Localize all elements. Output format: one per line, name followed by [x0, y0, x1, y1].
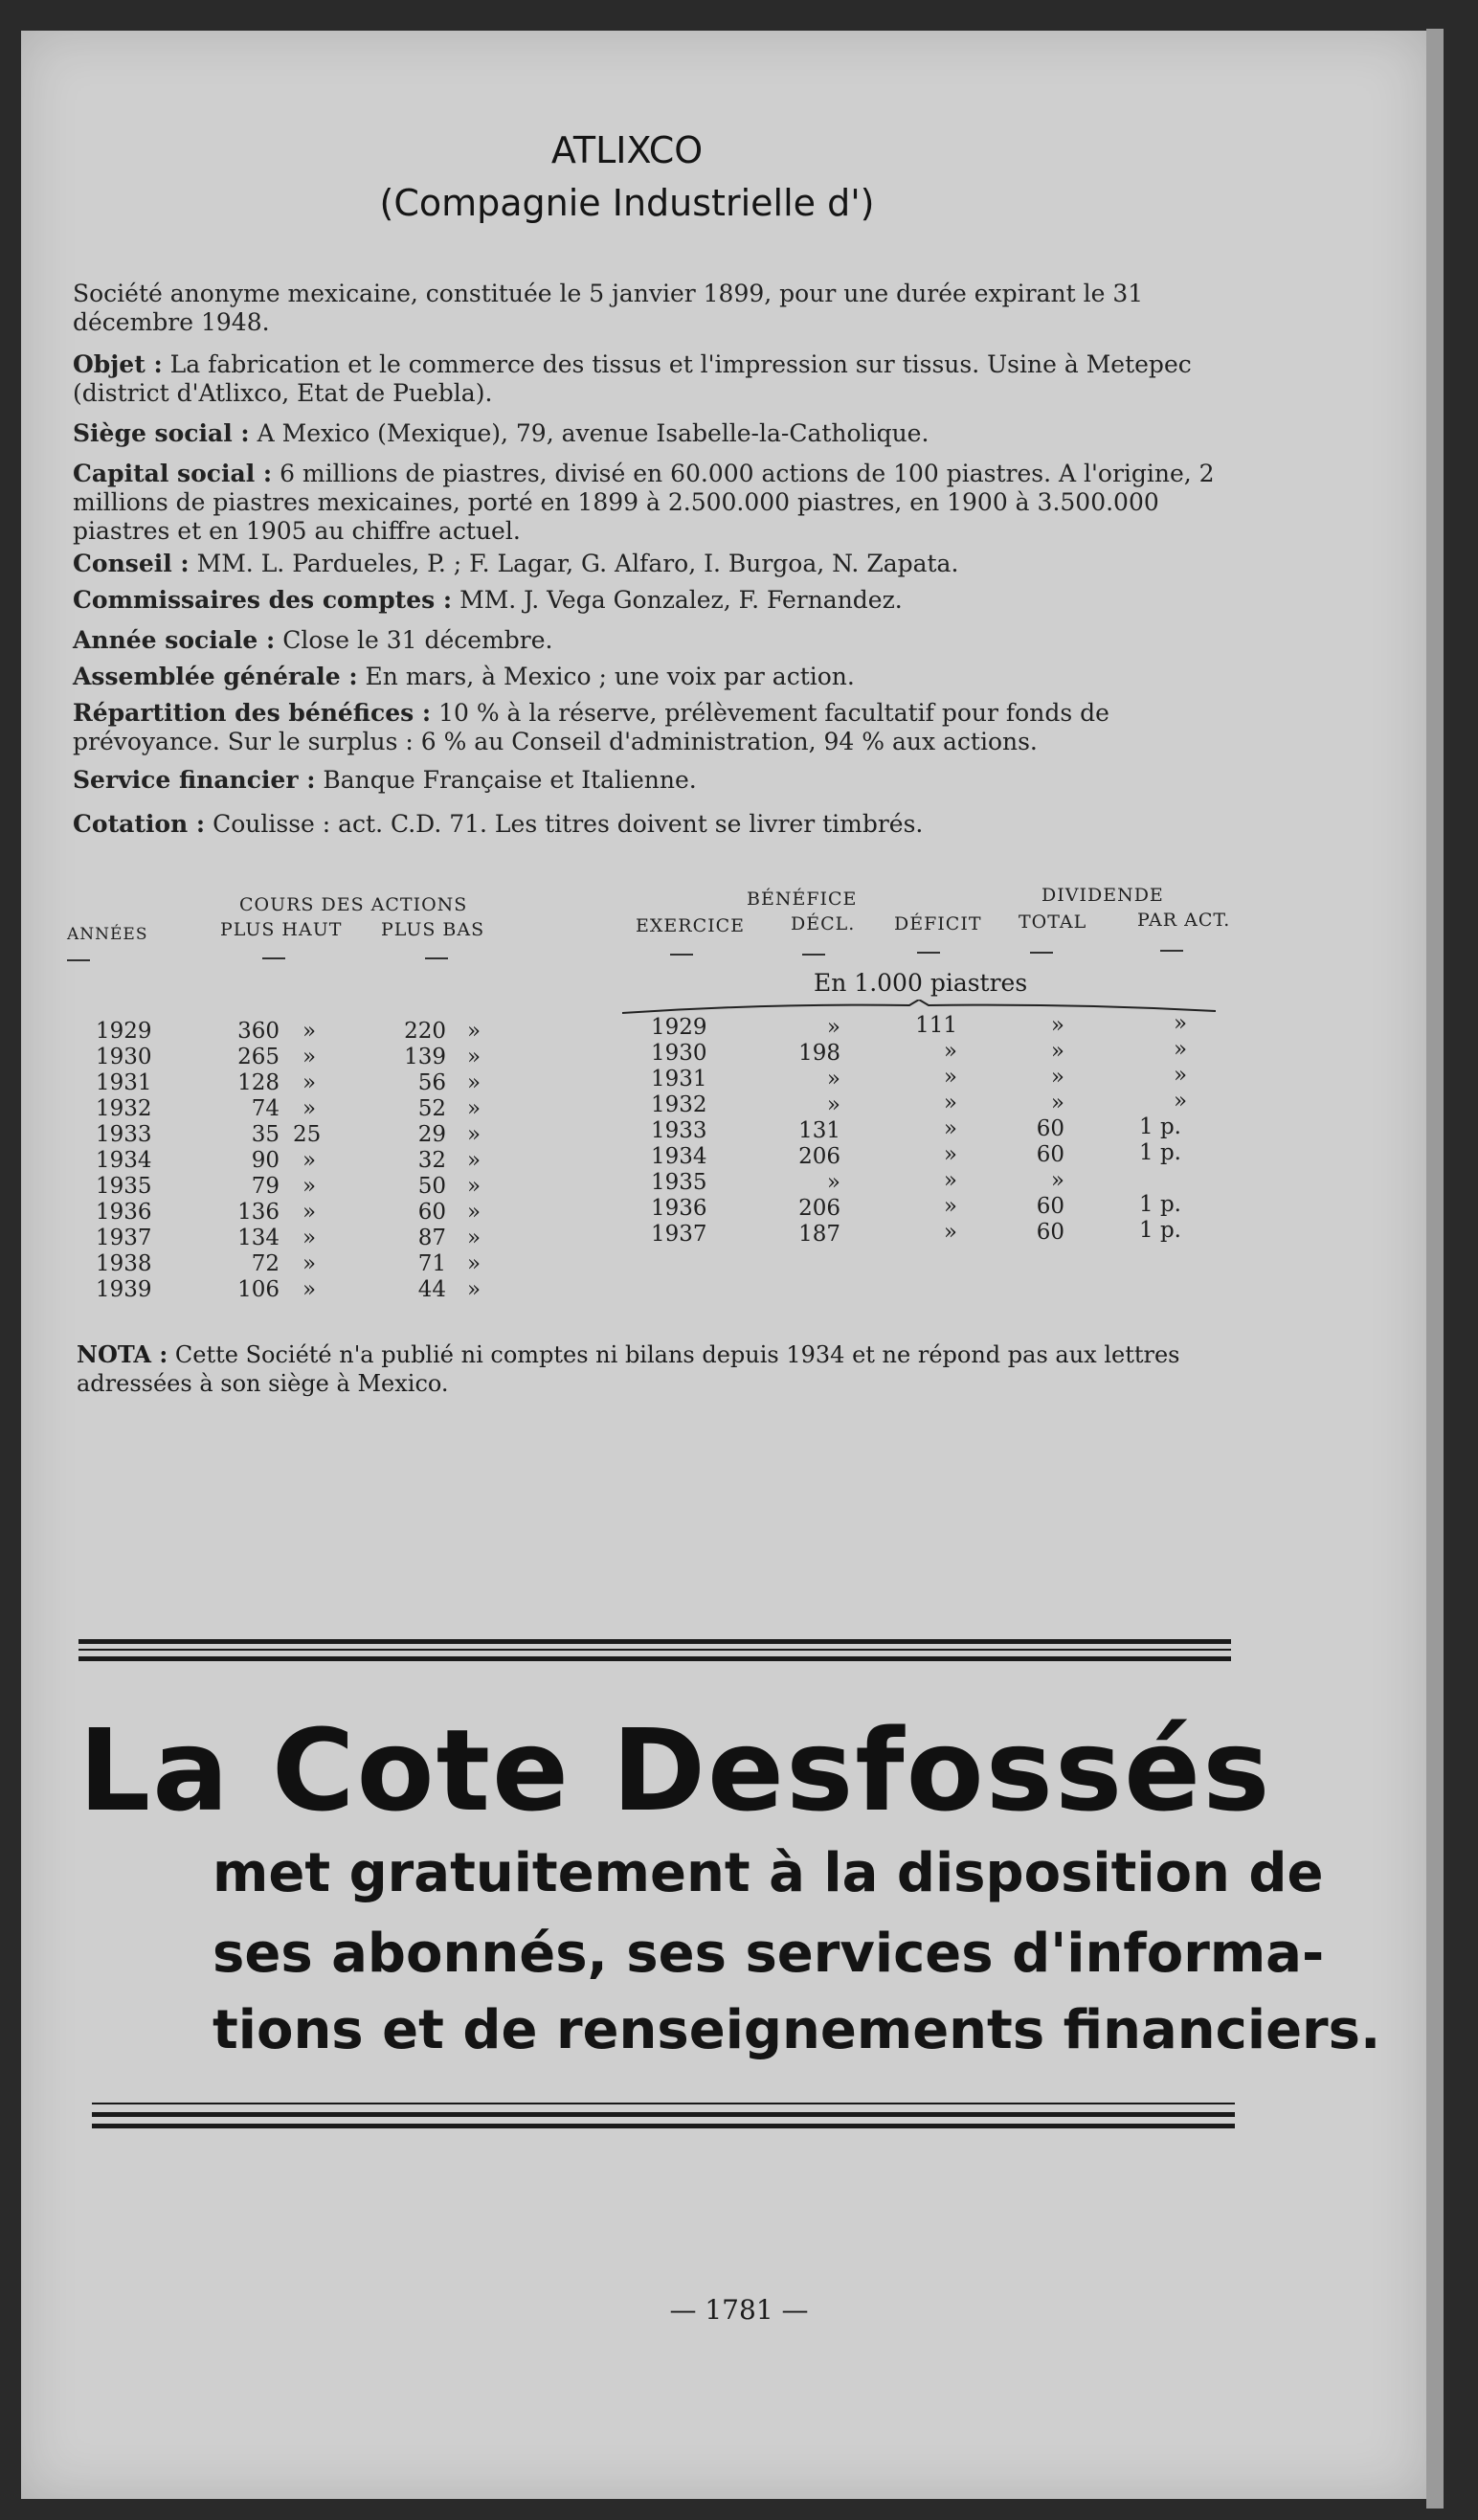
rule-bottom-2 [92, 2112, 1235, 2117]
dash [670, 954, 693, 956]
paragraph-label: Répartition des bénéfices : [73, 699, 432, 727]
cours-haut-frac: » [302, 1277, 317, 1302]
paragraph-cotation [73, 810, 1221, 839]
cours-bas: 56 [417, 1070, 446, 1095]
cours-haut: 35 [251, 1122, 280, 1147]
benefice-deficit: » [943, 1116, 957, 1141]
dividende-group-header: DIVIDENDE [1041, 885, 1164, 906]
cours-bas-frac: » [467, 1174, 481, 1199]
paragraph-intro [73, 280, 1221, 337]
paragraph-text: Close le 31 décembre. [282, 626, 553, 654]
paragraph-siege [73, 419, 1221, 448]
paragraph-annee [73, 626, 1221, 655]
cours-bas: 60 [417, 1200, 446, 1225]
cours-haut-frac: » [302, 1070, 317, 1095]
benefice-group-header: BÉNÉFICE [747, 889, 858, 910]
dash [425, 957, 448, 959]
rule-bottom-3 [92, 2124, 1235, 2128]
benefice-exercice: 1933 [651, 1118, 707, 1143]
cours-bas-frac: » [467, 1277, 481, 1302]
dividende-total: 60 [1036, 1194, 1064, 1219]
benefice-deficit: » [943, 1091, 957, 1115]
cours-bas: 44 [417, 1277, 446, 1302]
paragraph-text: 6 millions de piastres, divisé en 60.000 actions de 100 piastres. A l'origine, 2 millions de piastres mexicaines, porté en 1899 à 2.500.000 piastres, en 1900 à 3.500.000 piastres et en 1905 au chiffre actuel. [73, 460, 1215, 545]
paragraph-label: Siège social : [73, 419, 250, 447]
benefice-exercice: 1936 [651, 1196, 707, 1221]
cours-year: 1931 [96, 1070, 152, 1095]
benefice-decl: » [826, 1067, 840, 1091]
cours-haut: 74 [251, 1096, 280, 1121]
dividende-total: 60 [1036, 1220, 1064, 1245]
cours-year: 1937 [96, 1226, 152, 1250]
dash [67, 959, 90, 961]
paragraph-repartition [73, 699, 1221, 756]
benefice-exercice: 1931 [651, 1067, 707, 1091]
dividende-total: » [1050, 1013, 1064, 1038]
cours-bas: 87 [417, 1226, 446, 1250]
paragraph-service [73, 766, 1221, 795]
col-plus-haut: PLUS HAUT [220, 919, 343, 940]
company-title: ATLIXCO [550, 129, 704, 171]
paragraph-assemblee [73, 663, 1221, 691]
cours-year: 1938 [96, 1251, 152, 1276]
benefice-exercice: 1935 [651, 1170, 707, 1195]
benefice-decl: 131 [798, 1118, 840, 1143]
paragraph-text: Société anonyme mexicaine, constituée le 5 janvier 1899, pour une durée expirant le 31 décembre 1948. [73, 280, 1144, 336]
dividende-par-act: 1 p. [1139, 1192, 1181, 1217]
benefice-decl: » [826, 1092, 840, 1117]
advert-headline: La Cote Desfossés [78, 1704, 1272, 1836]
dash [1160, 950, 1183, 952]
paragraph-text: A Mexico (Mexique), 79, avenue Isabelle-la-Catholique. [257, 419, 929, 447]
cours-haut: 106 [237, 1277, 280, 1302]
cours-haut-frac: 25 [293, 1122, 322, 1147]
paragraph-text: La fabrication et le commerce des tissus et l'impression sur tissus. Usine à Metepec (district d'Atlixco, Etat de Puebla). [73, 350, 1192, 407]
cours-haut-frac: » [302, 1045, 317, 1069]
cours-bas-frac: » [467, 1148, 481, 1173]
paragraph-label: Objet : [73, 350, 163, 378]
paragraph-label: Cotation : [73, 810, 206, 838]
paragraph-text: MM. L. Pardueles, P. ; F. Lagar, G. Alfaro, I. Burgoa, N. Zapata. [196, 550, 959, 577]
paragraph-label: Capital social : [73, 460, 273, 487]
rule-top-1 [78, 1639, 1231, 1644]
cours-bas: 52 [417, 1096, 446, 1121]
cours-bas-frac: » [467, 1045, 481, 1069]
page-number: — 1781 — [669, 2294, 809, 2326]
dividende-par-act: » [1174, 1089, 1188, 1114]
paragraph-label: Service financier : [73, 766, 316, 794]
dividende-par-act: 1 p. [1139, 1114, 1181, 1139]
cours-year: 1936 [96, 1200, 152, 1225]
cours-bas: 32 [417, 1148, 446, 1173]
benefice-decl: 206 [798, 1144, 840, 1169]
cours-haut: 128 [237, 1070, 280, 1095]
paragraph-label: Conseil : [73, 550, 190, 577]
cours-haut: 72 [251, 1251, 280, 1276]
benefice-decl: 198 [798, 1041, 840, 1066]
benefice-exercice: 1932 [651, 1092, 707, 1117]
cours-haut-frac: » [302, 1226, 317, 1250]
cours-bas-frac: » [467, 1070, 481, 1095]
paragraph-label: Commissaires des comptes : [73, 586, 453, 614]
dividende-total: 60 [1036, 1142, 1064, 1167]
advert-line-3: tions et de renseignements financiers. [213, 1999, 1381, 2061]
dividende-par-act: » [1174, 1011, 1188, 1036]
benefice-exercice: 1929 [651, 1015, 707, 1040]
dash [262, 957, 285, 959]
cours-year: 1929 [96, 1019, 152, 1044]
col-par-act: PAR ACT. [1137, 910, 1231, 931]
cours-year: 1930 [96, 1045, 152, 1069]
dash [802, 954, 825, 956]
paragraph-label: Assemblée générale : [73, 663, 358, 690]
benefice-deficit: » [943, 1065, 957, 1090]
col-exercice: EXERCICE [636, 915, 746, 936]
paragraph-text: Banque Française et Italienne. [323, 766, 697, 794]
cours-bas-frac: » [467, 1251, 481, 1276]
col-plus-bas: PLUS BAS [381, 919, 485, 940]
benefice-decl: 187 [798, 1222, 840, 1247]
dividende-total: » [1050, 1039, 1064, 1064]
dividende-total: 60 [1036, 1116, 1064, 1141]
benefice-deficit: » [943, 1194, 957, 1219]
cours-bas-frac: » [467, 1096, 481, 1121]
cours-haut: 134 [237, 1226, 280, 1250]
benefice-deficit: » [943, 1220, 957, 1245]
cours-bas-frac: » [467, 1200, 481, 1225]
cours-bas: 139 [404, 1045, 446, 1069]
cours-year: 1933 [96, 1122, 152, 1147]
dividende-total: » [1050, 1065, 1064, 1090]
dash [917, 952, 940, 954]
cours-bas: 220 [404, 1019, 446, 1044]
unit-label: En 1.000 piastres [814, 969, 1028, 997]
paragraph-label: Année sociale : [73, 626, 276, 654]
nota [77, 1340, 1225, 1398]
cours-year: 1932 [96, 1096, 152, 1121]
paragraph-text: MM. J. Vega Gonzalez, F. Fernandez. [459, 586, 903, 614]
rule-top-3 [78, 1656, 1231, 1661]
benefice-deficit: » [943, 1039, 957, 1064]
benefice-deficit: 111 [915, 1013, 957, 1038]
cours-year: 1935 [96, 1174, 152, 1199]
rule-top-2 [78, 1649, 1231, 1651]
dividende-total: » [1050, 1168, 1064, 1193]
paragraph-capital [73, 460, 1221, 546]
cours-year: 1939 [96, 1277, 152, 1302]
benefice-decl: » [826, 1015, 840, 1040]
cours-haut-frac: » [302, 1148, 317, 1173]
dividende-par-act: 1 p. [1139, 1140, 1181, 1165]
cours-haut: 79 [251, 1174, 280, 1199]
cours-year: 1934 [96, 1148, 152, 1173]
paragraph-text: En mars, à Mexico ; une voix par action. [365, 663, 855, 690]
cours-haut-frac: » [302, 1200, 317, 1225]
col-decl: DÉCL. [791, 913, 856, 934]
cours-bas-frac: » [467, 1019, 481, 1044]
col-total: TOTAL [1019, 911, 1087, 933]
advert-line-1: met gratuitement à la disposition de [213, 1842, 1324, 1904]
col-annees: ANNÉES [67, 925, 148, 944]
nota-text: Cette Société n'a publié ni comptes ni bilans depuis 1934 et ne répond pas aux lettres adressées à son siège à Mexico. [77, 1341, 1180, 1397]
cours-haut-frac: » [302, 1251, 317, 1276]
dash [1030, 952, 1053, 954]
benefice-exercice: 1934 [651, 1144, 707, 1169]
benefice-deficit: » [943, 1168, 957, 1193]
benefice-decl: 206 [798, 1196, 840, 1221]
dividende-par-act: » [1174, 1063, 1188, 1088]
benefice-deficit: » [943, 1142, 957, 1167]
cours-haut: 136 [237, 1200, 280, 1225]
benefice-decl: » [826, 1170, 840, 1195]
benefice-exercice: 1937 [651, 1222, 707, 1247]
rule-bottom-1 [92, 2103, 1235, 2104]
nota-label: NOTA : [77, 1340, 168, 1368]
paragraph-text: 10 % à la réserve, prélèvement facultatif pour fonds de prévoyance. Sur le surplus : 6 % au Conseil d'administration, 94 % aux actions. [73, 699, 1109, 755]
paragraph-text: Coulisse : act. C.D. 71. Les titres doivent se livrer timbrés. [213, 810, 924, 838]
dividende-par-act: 1 p. [1139, 1218, 1181, 1243]
cours-haut: 265 [237, 1045, 280, 1069]
cours-haut: 90 [251, 1148, 280, 1173]
cours-haut-frac: » [302, 1096, 317, 1121]
cours-bas-frac: » [467, 1122, 481, 1147]
paragraph-commissaires [73, 586, 1221, 615]
cours-bas: 29 [417, 1122, 446, 1147]
page-edge [1426, 29, 1444, 2509]
cours-bas: 71 [417, 1251, 446, 1276]
cours-bas-frac: » [467, 1226, 481, 1250]
benefice-exercice: 1930 [651, 1041, 707, 1066]
cours-group-header: COURS DES ACTIONS [239, 894, 468, 915]
company-subtitle: (Compagnie Industrielle d') [379, 182, 875, 224]
paragraph-conseil [73, 550, 1221, 578]
advert-line-2: ses abonnés, ses services d'informa- [213, 1923, 1325, 1985]
dividende-total: » [1050, 1091, 1064, 1115]
cours-haut-frac: » [302, 1019, 317, 1044]
cours-haut: 360 [237, 1019, 280, 1044]
cours-haut-frac: » [302, 1174, 317, 1199]
col-deficit: DÉFICIT [894, 913, 982, 934]
paragraph-objet [73, 350, 1221, 408]
dividende-par-act: » [1174, 1037, 1188, 1062]
cours-bas: 50 [417, 1174, 446, 1199]
